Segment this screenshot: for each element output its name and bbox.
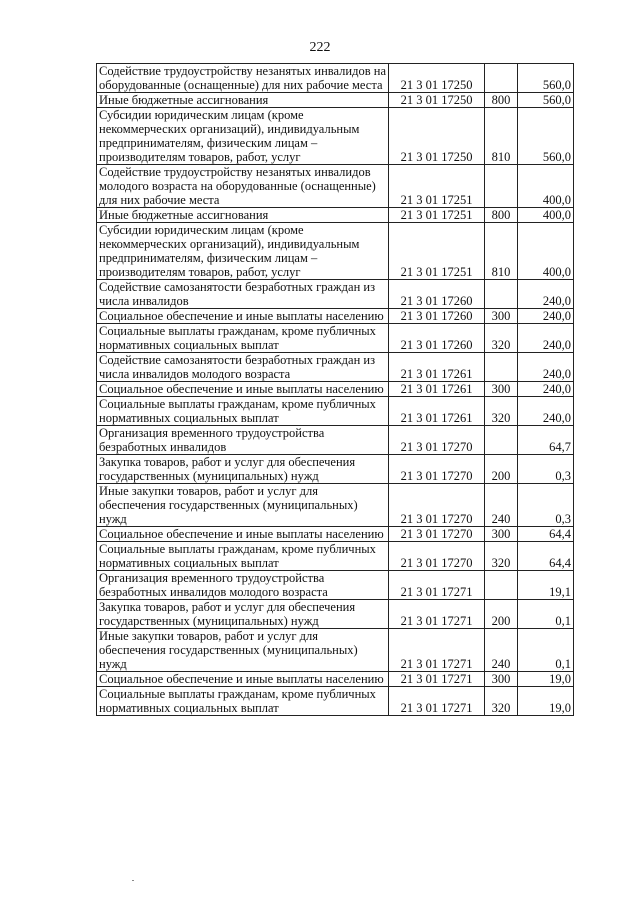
row-expense-type: 240 — [485, 484, 518, 527]
row-expense-type: 810 — [485, 108, 518, 165]
table-row — [97, 353, 574, 382]
row-code: 21 3 01 17260 — [389, 324, 485, 353]
row-amount: 240,0 — [518, 309, 574, 324]
row-name: Содействие самозанятости безработных граждан из числа инвалидов молодого возраста — [97, 353, 389, 382]
row-expense-type: 320 — [485, 324, 518, 353]
row-expense-type: 240 — [485, 629, 518, 672]
row-name: Содействие самозанятости безработных граждан из числа инвалидов — [97, 280, 389, 309]
row-amount: 560,0 — [518, 93, 574, 108]
table-row — [97, 527, 574, 542]
scan-mark — [132, 880, 134, 881]
row-amount: 0,1 — [518, 629, 574, 672]
table-row — [97, 629, 574, 672]
budget-table-body — [97, 64, 574, 716]
table-row — [97, 600, 574, 629]
table-row — [97, 324, 574, 353]
row-code: 21 3 01 17271 — [389, 571, 485, 600]
row-amount: 240,0 — [518, 353, 574, 382]
row-code: 21 3 01 17271 — [389, 687, 485, 716]
row-expense-type — [485, 353, 518, 382]
row-name: Содействие трудоустройству незанятых инвалидов на оборудованные (оснащенные) для них рабочие места — [97, 64, 389, 93]
row-name: Иные закупки товаров, работ и услуг для обеспечения государственных (муниципальных) нужд — [97, 629, 389, 672]
row-expense-type — [485, 426, 518, 455]
table-row — [97, 309, 574, 324]
table-row — [97, 382, 574, 397]
row-code: 21 3 01 17270 — [389, 484, 485, 527]
row-expense-type: 320 — [485, 542, 518, 571]
row-amount: 240,0 — [518, 397, 574, 426]
table-row — [97, 223, 574, 280]
row-amount: 560,0 — [518, 64, 574, 93]
row-code: 21 3 01 17261 — [389, 382, 485, 397]
row-name: Субсидии юридическим лицам (кроме некоммерческих организаций), индивидуальным предпринимателям, физическим лицам – производителям товаров, работ, услуг — [97, 108, 389, 165]
row-code: 21 3 01 17251 — [389, 208, 485, 223]
row-code: 21 3 01 17270 — [389, 426, 485, 455]
row-amount: 19,1 — [518, 571, 574, 600]
table-row — [97, 484, 574, 527]
row-expense-type: 200 — [485, 600, 518, 629]
row-name: Социальные выплаты гражданам, кроме публичных нормативных социальных выплат — [97, 687, 389, 716]
row-code: 21 3 01 17260 — [389, 309, 485, 324]
row-expense-type: 300 — [485, 527, 518, 542]
row-code: 21 3 01 17270 — [389, 455, 485, 484]
row-code: 21 3 01 17251 — [389, 223, 485, 280]
row-name: Иные бюджетные ассигнования — [97, 93, 389, 108]
table-row — [97, 542, 574, 571]
row-name: Социальное обеспечение и иные выплаты населению — [97, 382, 389, 397]
row-name: Организация временного трудоустройства безработных инвалидов молодого возраста — [97, 571, 389, 600]
row-amount: 400,0 — [518, 165, 574, 208]
row-amount: 400,0 — [518, 223, 574, 280]
row-name: Закупка товаров, работ и услуг для обеспечения государственных (муниципальных) нужд — [97, 600, 389, 629]
row-expense-type: 800 — [485, 93, 518, 108]
budget-table — [96, 63, 574, 716]
row-code: 21 3 01 17261 — [389, 353, 485, 382]
table-row — [97, 208, 574, 223]
row-name: Социальные выплаты гражданам, кроме публичных нормативных социальных выплат — [97, 542, 389, 571]
row-expense-type — [485, 165, 518, 208]
row-amount: 240,0 — [518, 324, 574, 353]
row-name: Социальные выплаты гражданам, кроме публичных нормативных социальных выплат — [97, 324, 389, 353]
row-name: Социальное обеспечение и иные выплаты населению — [97, 672, 389, 687]
table-row — [97, 93, 574, 108]
table-row — [97, 165, 574, 208]
row-amount: 0,3 — [518, 455, 574, 484]
row-amount: 0,3 — [518, 484, 574, 527]
row-expense-type: 810 — [485, 223, 518, 280]
row-name: Субсидии юридическим лицам (кроме некоммерческих организаций), индивидуальным предпринимателям, физическим лицам – производителям товаров, работ, услуг — [97, 223, 389, 280]
page-number: 222 — [309, 40, 331, 55]
row-code: 21 3 01 17250 — [389, 108, 485, 165]
row-amount: 19,0 — [518, 672, 574, 687]
row-name: Иные закупки товаров, работ и услуг для обеспечения государственных (муниципальных) нужд — [97, 484, 389, 527]
row-name: Закупка товаров, работ и услуг для обеспечения государственных (муниципальных) нужд — [97, 455, 389, 484]
row-amount: 400,0 — [518, 208, 574, 223]
row-code: 21 3 01 17270 — [389, 527, 485, 542]
row-name: Социальные выплаты гражданам, кроме публичных нормативных социальных выплат — [97, 397, 389, 426]
row-name: Иные бюджетные ассигнования — [97, 208, 389, 223]
row-expense-type: 320 — [485, 687, 518, 716]
row-amount: 0,1 — [518, 600, 574, 629]
row-code: 21 3 01 17261 — [389, 397, 485, 426]
row-name: Содействие трудоустройству незанятых инвалидов молодого возраста на оборудованные (оснащенные) для них рабочие места — [97, 165, 389, 208]
table-row — [97, 397, 574, 426]
row-expense-type: 300 — [485, 672, 518, 687]
row-code: 21 3 01 17250 — [389, 64, 485, 93]
row-expense-type: 800 — [485, 208, 518, 223]
row-code: 21 3 01 17271 — [389, 672, 485, 687]
table-row — [97, 672, 574, 687]
row-amount: 560,0 — [518, 108, 574, 165]
row-amount: 64,7 — [518, 426, 574, 455]
row-code: 21 3 01 17271 — [389, 629, 485, 672]
table-row — [97, 687, 574, 716]
row-name: Социальное обеспечение и иные выплаты населению — [97, 527, 389, 542]
row-expense-type: 200 — [485, 455, 518, 484]
row-code: 21 3 01 17270 — [389, 542, 485, 571]
table-row — [97, 280, 574, 309]
row-amount: 240,0 — [518, 382, 574, 397]
row-amount: 64,4 — [518, 542, 574, 571]
row-amount: 19,0 — [518, 687, 574, 716]
table-row — [97, 455, 574, 484]
row-code: 21 3 01 17271 — [389, 600, 485, 629]
row-name: Организация временного трудоустройства безработных инвалидов — [97, 426, 389, 455]
row-code: 21 3 01 17250 — [389, 93, 485, 108]
row-expense-type — [485, 64, 518, 93]
row-expense-type: 300 — [485, 309, 518, 324]
row-expense-type: 300 — [485, 382, 518, 397]
row-code: 21 3 01 17251 — [389, 165, 485, 208]
table-row — [97, 108, 574, 165]
row-expense-type — [485, 280, 518, 309]
row-expense-type: 320 — [485, 397, 518, 426]
row-amount: 240,0 — [518, 280, 574, 309]
table-row — [97, 571, 574, 600]
row-expense-type — [485, 571, 518, 600]
row-amount: 64,4 — [518, 527, 574, 542]
row-name: Социальное обеспечение и иные выплаты населению — [97, 309, 389, 324]
table-row — [97, 64, 574, 93]
table-row — [97, 426, 574, 455]
row-code: 21 3 01 17260 — [389, 280, 485, 309]
